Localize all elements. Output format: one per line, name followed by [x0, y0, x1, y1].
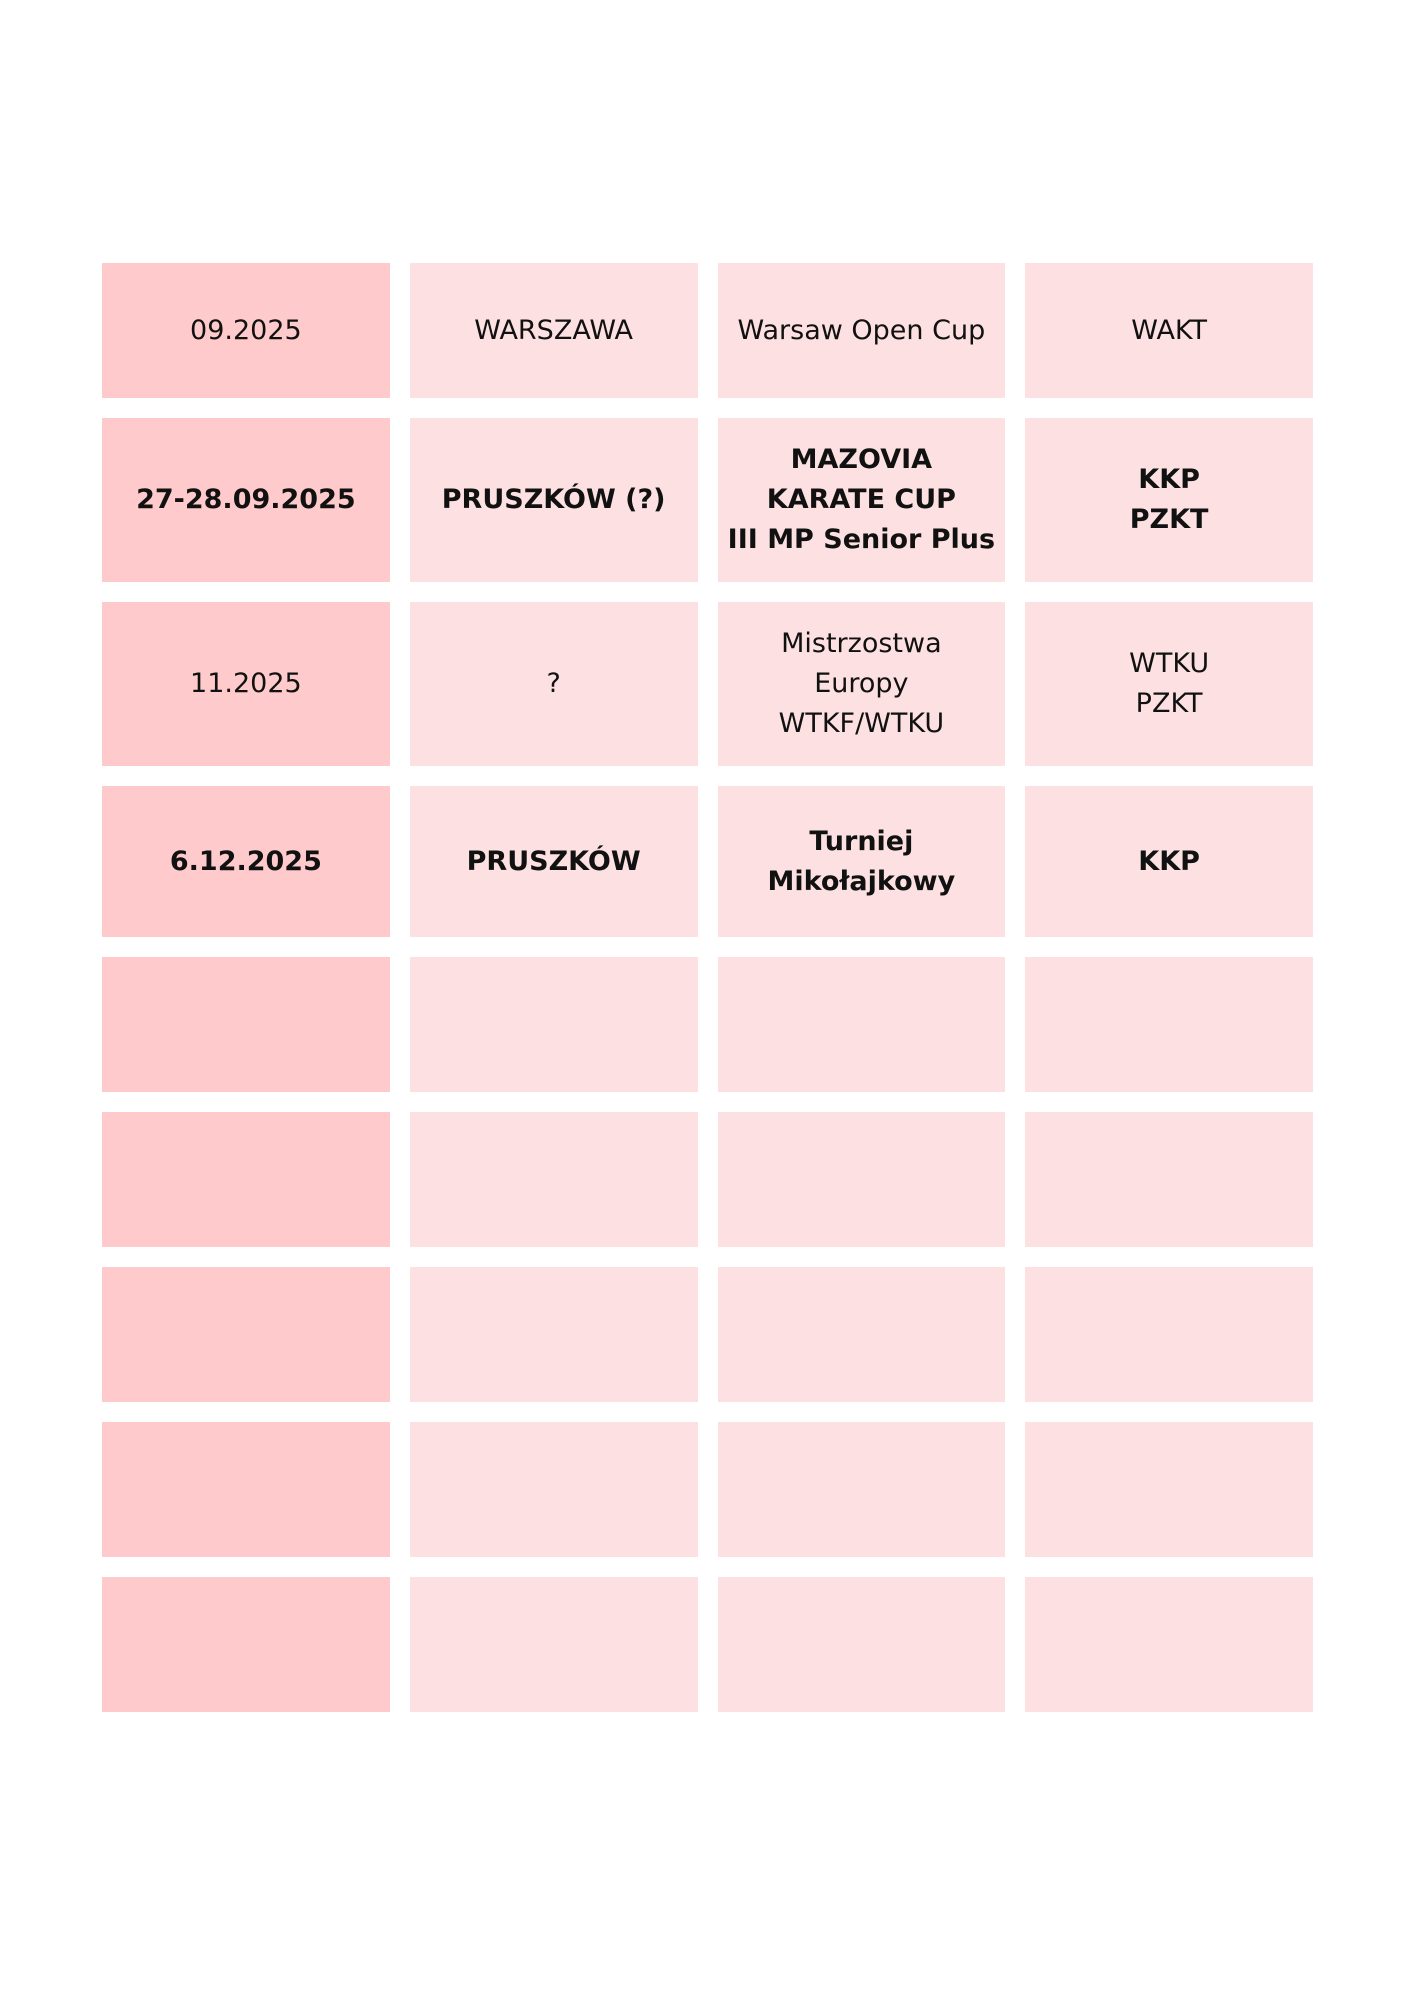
date-cell	[102, 1267, 390, 1402]
table-row	[102, 263, 1313, 398]
event-cell	[718, 1267, 1006, 1402]
table-row	[102, 602, 1313, 766]
event-cell: Turniej Mikołajkowy	[718, 786, 1006, 937]
table-row	[102, 418, 1313, 582]
event-cell	[718, 1112, 1006, 1247]
event-cell	[718, 1422, 1006, 1557]
place-cell: PRUSZKÓW (?)	[410, 418, 698, 582]
organizer-cell	[1025, 1112, 1313, 1247]
organizer-cell: WAKT	[1025, 263, 1313, 398]
organizer-cell	[1025, 1422, 1313, 1557]
event-cell	[718, 1577, 1006, 1712]
place-cell: ?	[410, 602, 698, 766]
place-cell: WARSZAWA	[410, 263, 698, 398]
place-cell	[410, 1577, 698, 1712]
date-cell	[102, 957, 390, 1092]
table-row	[102, 1577, 1313, 1712]
event-cell: Warsaw Open Cup	[718, 263, 1006, 398]
date-cell: 27-28.09.2025	[102, 418, 390, 582]
table-row	[102, 786, 1313, 937]
table-row	[102, 1422, 1313, 1557]
date-cell: 09.2025	[102, 263, 390, 398]
schedule-table	[102, 263, 1313, 1732]
event-cell: Mistrzostwa Europy WTKF/WTKU	[718, 602, 1006, 766]
place-cell	[410, 1112, 698, 1247]
date-cell: 11.2025	[102, 602, 390, 766]
table-row	[102, 957, 1313, 1092]
event-cell	[718, 957, 1006, 1092]
organizer-cell	[1025, 1577, 1313, 1712]
date-cell	[102, 1577, 390, 1712]
date-cell: 6.12.2025	[102, 786, 390, 937]
place-cell	[410, 1267, 698, 1402]
place-cell	[410, 957, 698, 1092]
place-cell: PRUSZKÓW	[410, 786, 698, 937]
date-cell	[102, 1112, 390, 1247]
organizer-cell	[1025, 957, 1313, 1092]
date-cell	[102, 1422, 390, 1557]
place-cell	[410, 1422, 698, 1557]
organizer-cell	[1025, 1267, 1313, 1402]
organizer-cell: KKP	[1025, 786, 1313, 937]
organizer-cell: KKP PZKT	[1025, 418, 1313, 582]
organizer-cell: WTKU PZKT	[1025, 602, 1313, 766]
table-row	[102, 1112, 1313, 1247]
table-row	[102, 1267, 1313, 1402]
event-cell: MAZOVIA KARATE CUP III MP Senior Plus	[718, 418, 1006, 582]
